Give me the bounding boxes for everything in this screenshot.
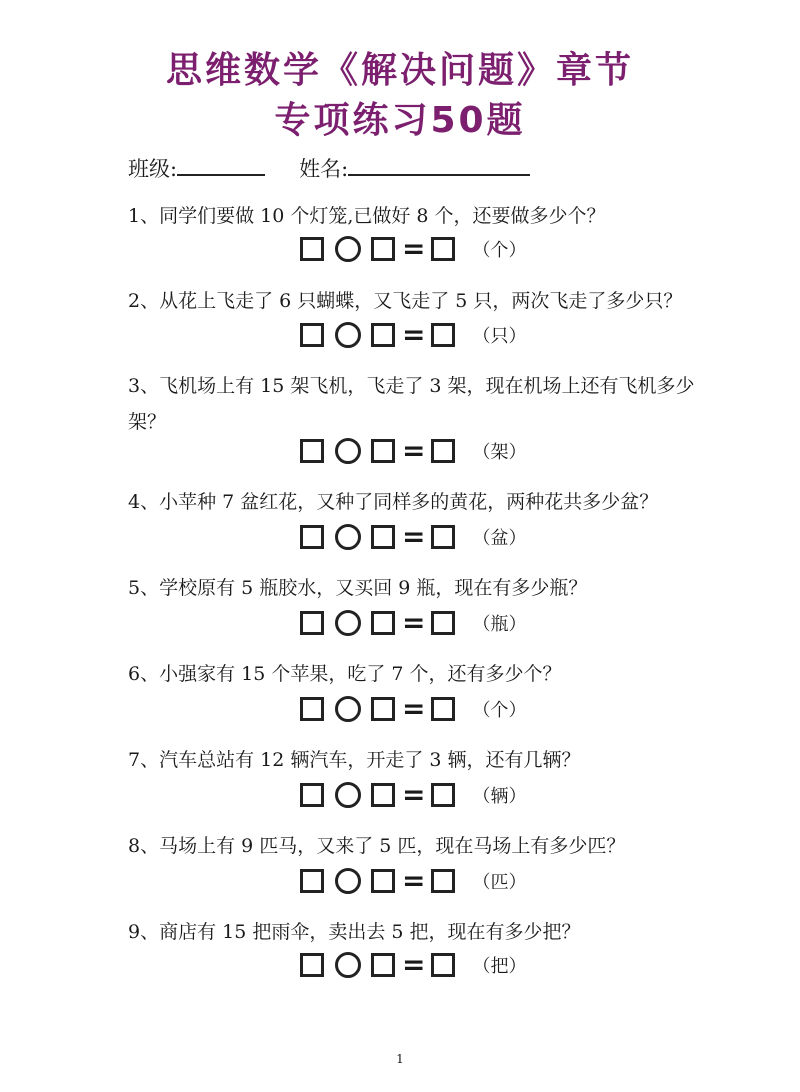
answer-equation — [300, 692, 527, 725]
number-box[interactable] — [300, 237, 324, 261]
number-box[interactable] — [371, 525, 395, 549]
number-box[interactable] — [371, 323, 395, 347]
result-box[interactable] — [431, 237, 455, 261]
answer-equation — [300, 318, 527, 351]
worksheet-title: 思维数学《解决问题》章节 — [165, 50, 634, 91]
unit-label: （架） — [472, 442, 527, 463]
question-text: 5、学校原有 5 瓶胶水，又买回 9 瓶，现在有多少瓶？ — [128, 577, 588, 599]
question-text: 2、从花上飞走了 6 只蝴蝶，又飞走了 5 只，两次飞走了多少只？ — [128, 290, 683, 312]
question-text: 7、汽车总站有 12 辆汽车，开走了 3 辆，还有几辆？ — [128, 749, 581, 771]
number-box[interactable] — [300, 611, 324, 635]
question-text: 4、小苹种 7 盆红花，又种了同样多的黄花，两种花共多少盆？ — [128, 491, 659, 513]
unit-label: （盆） — [472, 528, 527, 549]
equals-sign: = — [402, 948, 426, 981]
page-number: 1 — [396, 1052, 404, 1066]
result-box[interactable] — [431, 783, 455, 807]
operator-circle[interactable] — [335, 782, 361, 808]
student-info-row — [128, 152, 530, 183]
equals-sign: = — [402, 434, 426, 467]
operator-circle[interactable] — [335, 696, 361, 722]
number-box[interactable] — [371, 953, 395, 977]
answer-equation — [300, 232, 527, 265]
number-box[interactable] — [371, 783, 395, 807]
name-label: 姓名: — [299, 157, 349, 181]
operator-circle[interactable] — [335, 524, 361, 550]
result-box[interactable] — [431, 611, 455, 635]
question-text: 6、小强家有 15 个苹果，吃了 7 个，还有多少个？ — [128, 663, 562, 685]
number-box[interactable] — [300, 525, 324, 549]
unit-label: （个） — [472, 700, 527, 721]
result-box[interactable] — [431, 953, 455, 977]
operator-circle[interactable] — [335, 952, 361, 978]
equals-sign: = — [402, 520, 426, 553]
operator-circle[interactable] — [335, 236, 361, 262]
number-box[interactable] — [300, 869, 324, 893]
worksheet-subtitle: 专项练习50题 — [274, 100, 526, 141]
class-blank[interactable] — [177, 152, 265, 176]
operator-circle[interactable] — [335, 868, 361, 894]
result-box[interactable] — [431, 697, 455, 721]
result-box[interactable] — [431, 323, 455, 347]
unit-label: （匹） — [472, 872, 527, 893]
answer-equation — [300, 864, 527, 897]
unit-label: （把） — [472, 956, 527, 977]
number-box[interactable] — [300, 953, 324, 977]
answer-equation — [300, 606, 527, 639]
result-box[interactable] — [431, 439, 455, 463]
operator-circle[interactable] — [335, 438, 361, 464]
number-box[interactable] — [371, 869, 395, 893]
question-text: 1、同学们要做 10 个灯笼,已做好 8 个，还要做多少个？ — [128, 205, 606, 227]
number-box[interactable] — [371, 237, 395, 261]
equals-sign: = — [402, 864, 426, 897]
result-box[interactable] — [431, 869, 455, 893]
number-box[interactable] — [300, 783, 324, 807]
question-text: 8、马场上有 9 匹马，又来了 5 匹，现在马场上有多少匹？ — [128, 835, 626, 857]
result-box[interactable] — [431, 525, 455, 549]
unit-label: （只） — [472, 326, 527, 347]
equals-sign: = — [402, 232, 426, 265]
number-box[interactable] — [371, 611, 395, 635]
answer-equation — [300, 778, 527, 811]
question-text: 3、飞机场上有 15 架飞机，飞走了 3 架，现在机场上还有飞机多少架？ — [128, 375, 695, 433]
question-text: 9、商店有 15 把雨伞，卖出去 5 把，现在有多少把？ — [128, 921, 581, 943]
unit-label: （个） — [472, 240, 527, 261]
answer-equation — [300, 948, 527, 981]
number-box[interactable] — [300, 323, 324, 347]
equals-sign: = — [402, 606, 426, 639]
operator-circle[interactable] — [335, 322, 361, 348]
unit-label: （瓶） — [472, 614, 527, 635]
number-box[interactable] — [371, 439, 395, 463]
name-blank[interactable] — [348, 152, 530, 176]
number-box[interactable] — [300, 439, 324, 463]
unit-label: （辆） — [472, 786, 527, 807]
number-box[interactable] — [371, 697, 395, 721]
equals-sign: = — [402, 318, 426, 351]
number-box[interactable] — [300, 697, 324, 721]
answer-equation — [300, 520, 527, 553]
class-label: 班级: — [128, 157, 178, 181]
equals-sign: = — [402, 692, 426, 725]
answer-equation — [300, 434, 527, 467]
operator-circle[interactable] — [335, 610, 361, 636]
equals-sign: = — [402, 778, 426, 811]
